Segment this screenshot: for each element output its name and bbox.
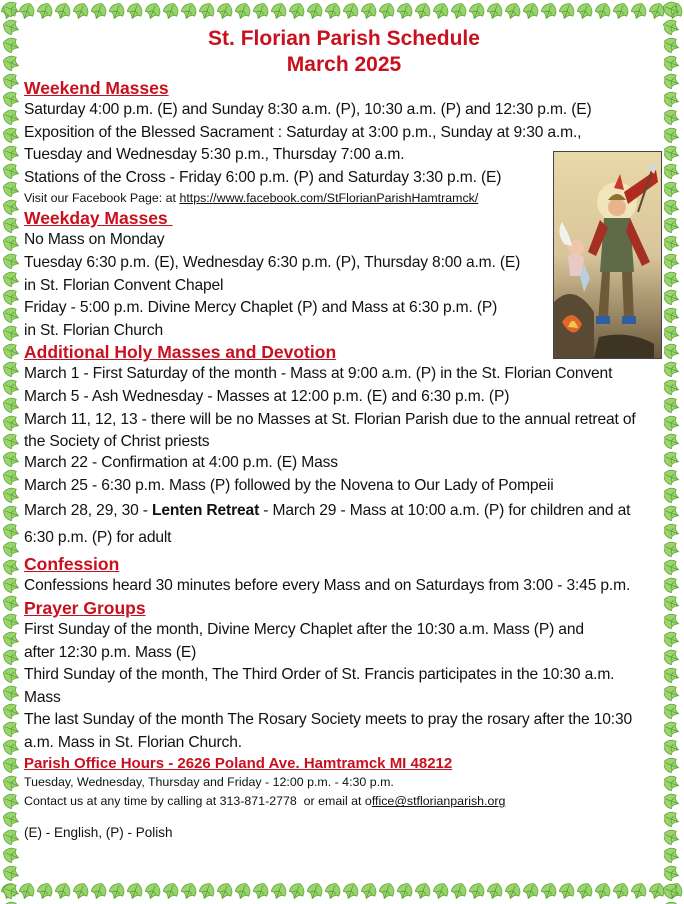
retreat-bold: Lenten Retreat — [152, 502, 260, 520]
lenten-retreat-line — [24, 497, 664, 525]
weekday-line: No Mass on Monday — [24, 231, 165, 249]
contact-line — [24, 792, 664, 811]
prayer-groups-heading: Prayer Groups — [24, 597, 146, 618]
weekday-line: in St. Florian Convent Chapel — [24, 276, 224, 294]
retreat-prefix: March 28, 29, 30 - — [24, 502, 153, 520]
page-title: St. Florian Parish Schedule — [208, 27, 480, 50]
prayer-line: The last Sunday of the month The Rosary Society meets to pray the rosary after the 10:30 — [24, 711, 632, 729]
st-florian-painting — [553, 151, 662, 359]
facebook-link[interactable]: https://www.facebook.com/StFlorianParishHamtramck/ — [179, 191, 479, 206]
confession-heading: Confession — [24, 554, 120, 575]
weekday-line: in St. Florian Church — [24, 321, 163, 339]
additional-line: the Society of Christ priests — [24, 433, 210, 451]
weekend-masses-heading: Weekend Masses — [24, 78, 169, 98]
prayer-line: First Sunday of the month, Divine Mercy Chaplet after the 10:30 a.m. Mass (P) and — [24, 620, 584, 638]
additional-line: March 11, 12, 13 - there will be no Masses at St. Florian Parish due to the annual retreat of — [24, 410, 636, 428]
additional-masses-heading: Additional Holy Masses and Devotion — [24, 342, 337, 363]
weekend-line: Exposition of the Blessed Sacrament : Saturday at 3:00 p.m., Sunday at 9:30 a.m., — [24, 123, 582, 141]
weekend-line: Saturday 4:00 p.m. (E) and Sunday 8:30 a.m. (P), 10:30 a.m. (P) and 12:30 p.m. (E) — [24, 101, 592, 118]
office-hours-heading: Parish Office Hours - 2626 Poland Ave. Hamtramck MI 48212 — [24, 755, 453, 773]
weekday-line: Tuesday 6:30 p.m. (E), Wednesday 6:30 p.m. (P), Thursday 8:00 a.m. (E) — [24, 253, 521, 271]
confession-line: Confessions heard 30 minutes before every Mass and on Saturdays from 3:00 - 3:45 p.m. — [24, 577, 631, 595]
retreat-suffix: - March 29 - Mass at 10:00 a.m. (P) for children and at — [259, 502, 631, 520]
contact-prefix: Contact us at any time by calling at 313-871-2778 or email at o — [24, 794, 372, 809]
prayer-line: a.m. Mass in St. Florian Church. — [24, 733, 242, 751]
additional-line: March 5 - Ash Wednesday - Masses at 12:00 p.m. (E) and 6:30 p.m. (P) — [24, 387, 510, 405]
weekday-masses-heading: Weekday Masses — [24, 208, 173, 229]
email-link[interactable]: ffice@stflorianparish.org — [371, 794, 506, 809]
schedule-content — [24, 26, 664, 876]
page-subtitle: March 2025 — [286, 53, 402, 76]
weekend-line: Tuesday and Wednesday 5:30 p.m., Thursday 7:00 a.m. — [24, 146, 405, 164]
additional-line: March 25 - 6:30 p.m. Mass (P) followed by the Novena to Our Lady of Pompeii — [24, 476, 554, 494]
office-hours-line: Tuesday, Wednesday, Thursday and Friday - 12:00 p.m. - 4:30 p.m. — [24, 775, 394, 790]
additional-line: March 22 - Confirmation at 4:00 p.m. (E) Mass — [24, 454, 338, 472]
language-legend: (E) - English, (P) - Polish — [24, 825, 173, 841]
weekday-line: Friday - 5:00 p.m. Divine Mercy Chaplet (P) and Mass at 6:30 p.m. (P) — [24, 299, 498, 317]
facebook-prefix: Visit our Facebook Page: at — [24, 191, 180, 206]
weekend-line: Stations of the Cross - Friday 6:00 p.m. (P) and Saturday 3:30 p.m. (E) — [24, 168, 502, 186]
prayer-line: Third Sunday of the month, The Third Order of St. Francis participates in the 10:30 a.m. — [24, 666, 615, 684]
additional-line: March 1 - First Saturday of the month - Mass at 9:00 a.m. (P) in the St. Florian Convent — [24, 365, 613, 383]
prayer-line: Mass — [24, 688, 61, 706]
prayer-line: after 12:30 p.m. Mass (E) — [24, 643, 197, 661]
lenten-retreat-line-2: 6:30 p.m. (P) for adult — [24, 529, 172, 547]
